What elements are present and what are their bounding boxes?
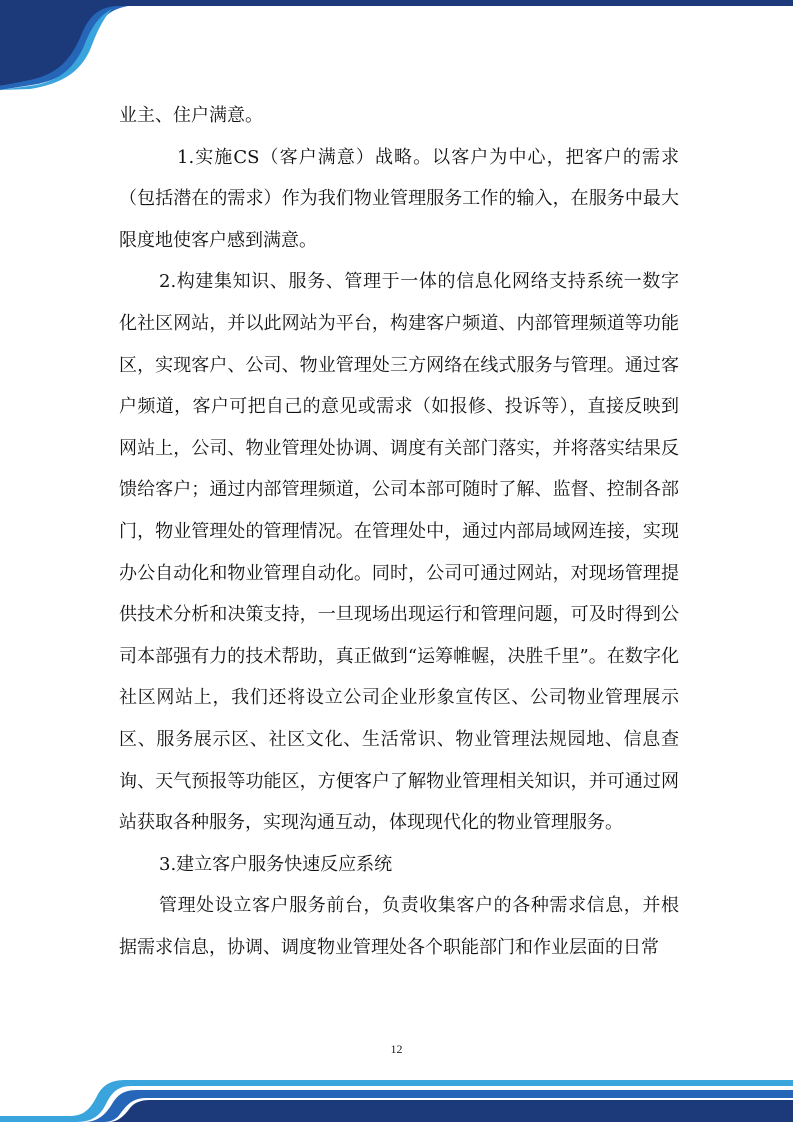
footer-decoration <box>0 1076 793 1122</box>
paragraph-body-3: 管理处设立客户服务前台，负责收集客户的各种需求信息，并根据需求信息，协调、调度物业管理处各个职能部门和作业层面的日常 <box>119 895 679 958</box>
paragraph-item-2: 2.构建集知识、服务、管理于一体的信息化网络支持系统一数字化社区网站，并以此网站为平台，构建客户频道、内部管理频道等功能区，实现客户、公司、物业管理处三方网络在线式服务与管理。通过客户频道，客户可把自己的意见或需求（如报修、投诉等），直接反映到网站上，公司、物业管理处协调、调度有关部门落实，并将落实结果反馈给客户；通过内部管理频道，公司本部可随时了解、监督、控制各部门，物业管理处的管理情况。在管理处中，通过内部局域网连接，实现办公自动化和物业管理自动化。同时，公司可通过网站，对现场管理提供技术分析和决策支持，一旦现场出现运行和管理问题，可及时得到公司本部强有力的技术帮助，真正做到“运筹帷幄，决胜千里”。在数字化社区网站上，我们还将设立公司企业形象宣传区、公司物业管理展示区、服务展示区、社区文化、生活常识、物业管理法规园地、信息查询、天气预报等功能区，方便客户了解物业管理相关知识，并可通过网站获取各种服务，实现沟通互动，体现现代化的物业管理服务。 <box>119 271 679 834</box>
document-body <box>119 95 679 968</box>
footer-navy-band <box>108 1100 793 1122</box>
paragraph-item-3-heading: 3.建立客户服务快速反应系统 <box>159 853 393 875</box>
paragraph-continuation: 业主、住户满意。 <box>119 105 263 126</box>
header-navy-band <box>0 0 793 86</box>
paragraph-item-1: 1.实施CS（客户满意）战略。以客户为中心，把客户的需求（包括潜在的需求）作为我们物业管理服务工作的输入，在服务中最大限度地使客户感到满意。 <box>119 146 679 251</box>
header-decoration <box>0 0 793 90</box>
page-number: 12 <box>390 1042 403 1056</box>
